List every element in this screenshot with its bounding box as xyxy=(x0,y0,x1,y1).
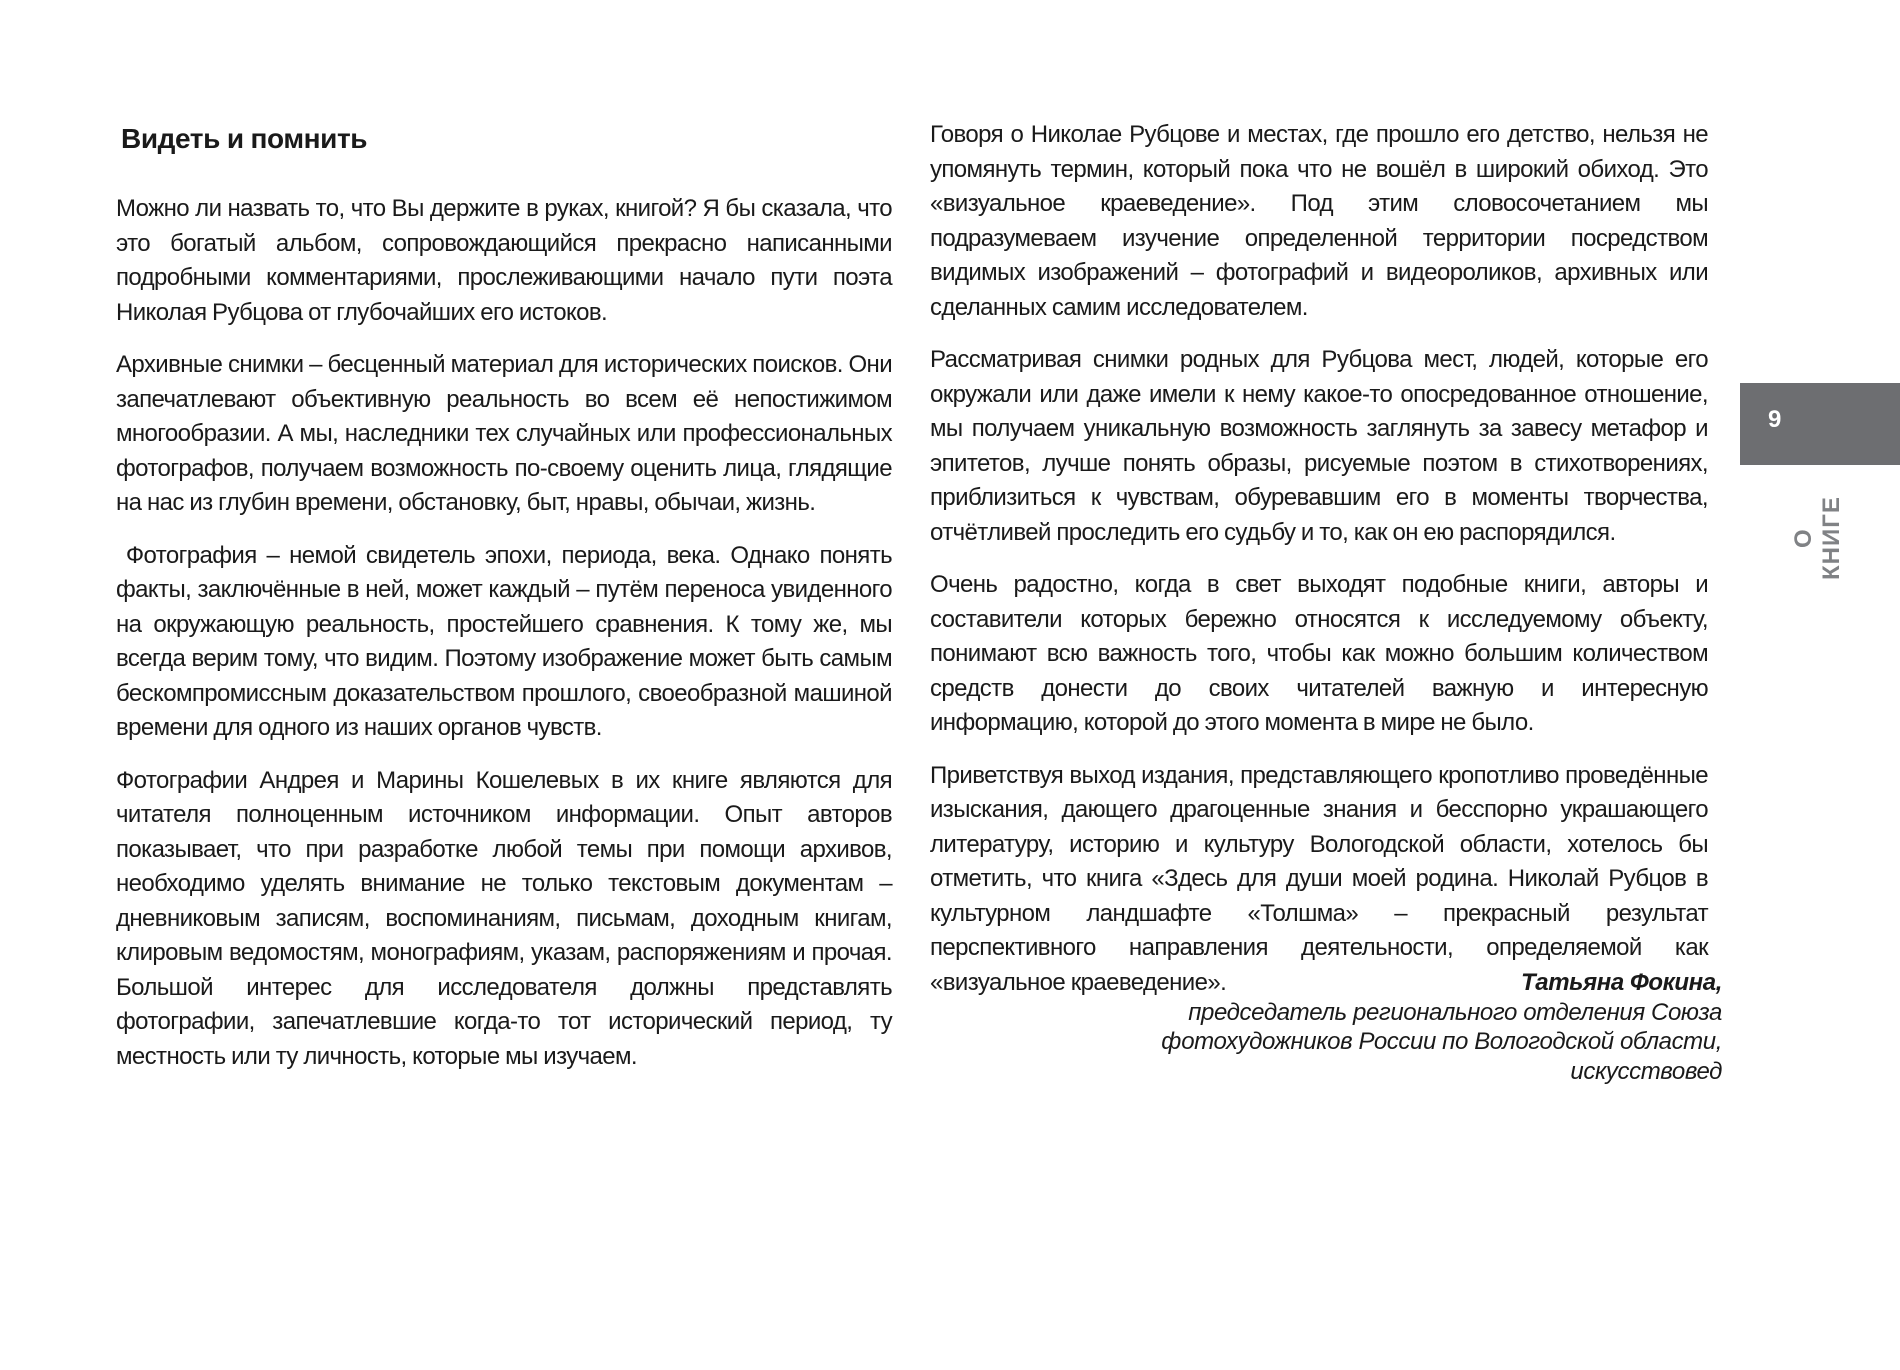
paragraph: Очень радостно, когда в свет выходят подобные книги, авторы и составители которых бережно относятся к исследуемому объекту, понимают всю важность того, чтобы как можно большим количеством средств донести до своих читателей важную и интересную информацию, которой до этого момента в мире не было. xyxy=(930,571,1708,736)
paragraph: Архивные снимки – бесценный материал для исторических поисков. Они запечатлевают объективную реальность во всем её непостижимом многообразии. А мы, наследники тех случайных или профессиональных фотографов, получаем возможность по-своему оценить лица, глядящие на нас из глубин времени, обстановку, быт, нравы, обычаи, жизнь. xyxy=(116,351,892,516)
author-title-line: председатель регионального отделения Союза xyxy=(1188,998,1722,1026)
article-heading: Видеть и помнить xyxy=(121,123,368,154)
paragraph: Приветствуя выход издания, представляющего кропотливо проведённые изыскания, дающего драгоценные знания и бесспорно украшающего литературу, историю и культуру Вологодской области, хотелось бы отметить, что книга «Здесь для души моей родина. Николай Рубцов в культурном ландшафте «Толшма» – прекрасный результат перспективного направления деятельности, определяемой как «визуальное краеведение». xyxy=(930,761,1708,996)
paragraph: Рассматривая снимки родных для Рубцова мест, людей, которые его окружали или даже имели к нему какое-то опосредованное отношение, мы получаем уникальную возможность заглянуть за завесу метафор и эпитетов, лучше понять образы, рисуемые поэтом в стихотворениях, приблизиться к чувствам, обуревавшим его в моменты творчества, отчётливей проследить его судьбу и то, как он ею распорядился. xyxy=(930,346,1708,546)
author-title-line: фотохудожников России по Вологодской области, xyxy=(1161,1028,1722,1055)
author-signature xyxy=(930,968,1722,1086)
author-title-line: искусствовед xyxy=(1570,1057,1722,1085)
paragraph: Говоря о Николае Рубцове и местах, где прошло его детство, нельзя не упомянуть термин, который пока что не вошёл в широкий обиход. Это «визуальное краеведение». Под этим словосочетанием мы подразумеваем изучение определенной территории посредством видимых изображений – фотографий и видеороликов, архивных или сделанных самим исследователем. xyxy=(930,121,1708,321)
author-name: Татьяна Фокина, xyxy=(1521,969,1722,996)
paragraph: Фотография – немой свидетель эпохи, периода, века. Однако понять факты, заключённые в ней, может каждый – путём переноса увиденного на окружающую реальность, простейшего сравнения. К тому же, мы всегда верим тому, что видим. Поэтому изображение может быть самым бескомпромиссным доказательством прошлого, своеобразной машиной времени для одного из наших органов чувств. xyxy=(116,541,898,741)
paragraph: Фотографии Андрея и Марины Кошелевых в их книге являются для читателя полноценным источником информации. Опыт авторов показывает, что при разработке любой темы при помощи архивов, необходимо уделять внимание не только текстовым документам – дневниковым записям, воспоминаниям, письмам, доходным книгам, клировым ведомостям, монографиям, указам, распоряжениям и прочая. Большой интерес для исследователя должны представлять фотографии, запечатлевшие когда-то тот исторический период, ту местность или ту личность, которые мы изучаем. xyxy=(116,766,892,1070)
page-number-tab xyxy=(1740,383,1900,465)
paragraph: Можно ли назвать то, что Вы держите в руках, книгой? Я бы сказала, что это богатый альбом, сопровождающийся прекрасно написанными подробными комментариями, прослеживающими начало пути поэта Николая Рубцова от глубочайших его истоков. xyxy=(116,195,892,326)
page-number: 9 xyxy=(1768,406,1782,433)
left-column xyxy=(116,118,898,1092)
right-column xyxy=(930,118,1708,1018)
section-label: О КНИГЕ xyxy=(1790,496,1845,580)
